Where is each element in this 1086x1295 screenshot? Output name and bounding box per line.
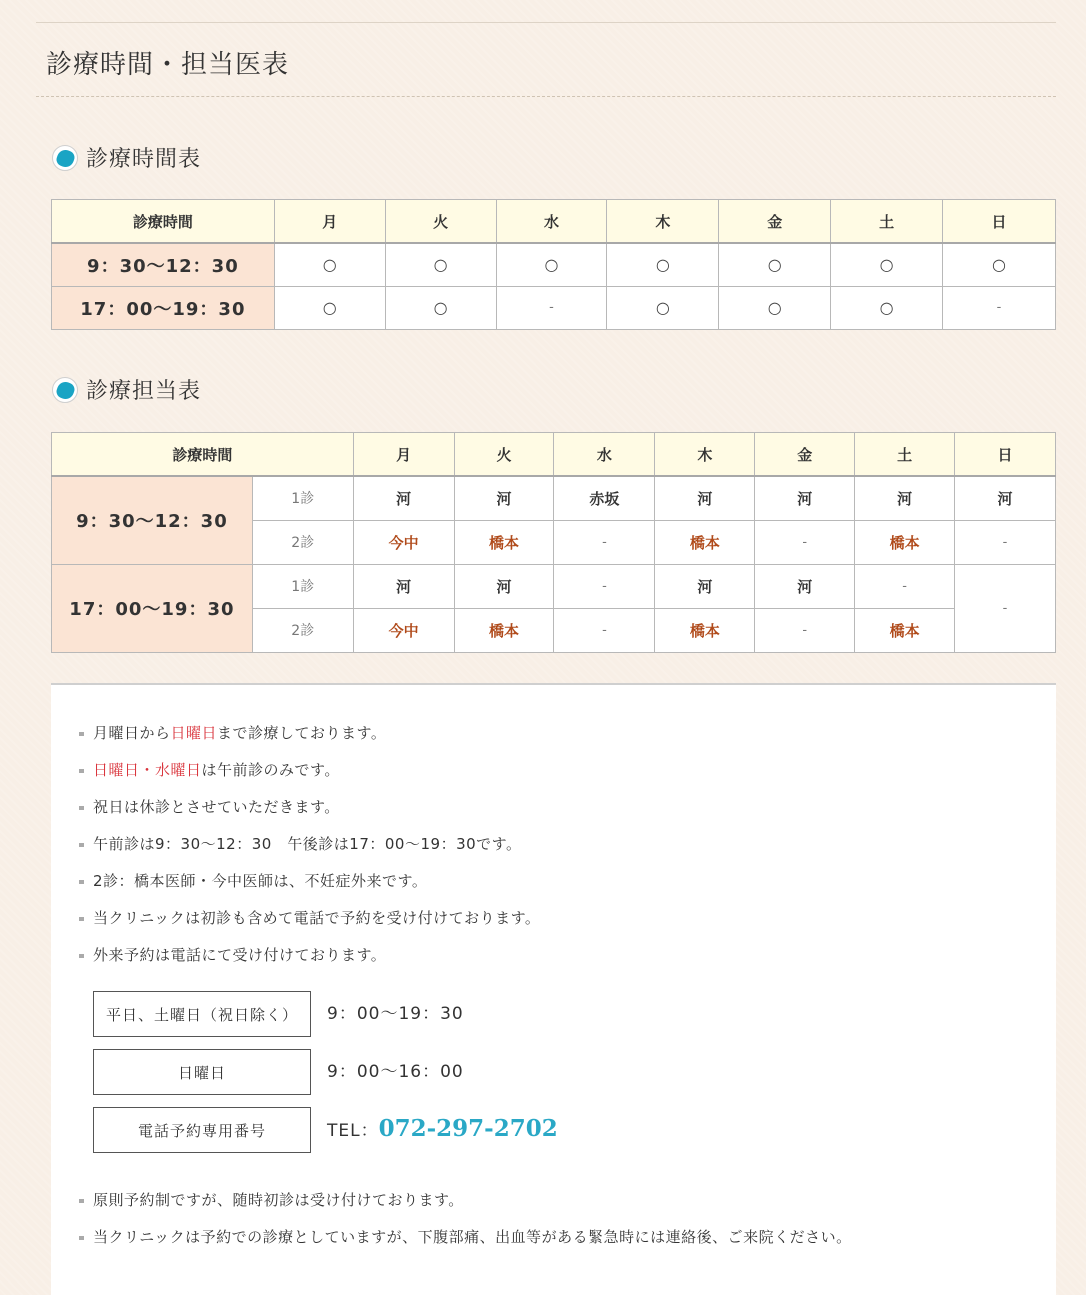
top-rule xyxy=(36,22,1056,23)
room-label: 1診 xyxy=(252,564,353,608)
doctor-cell: - xyxy=(755,608,855,652)
room-label: 2診 xyxy=(252,608,353,652)
day-header: 火 xyxy=(385,200,496,244)
section-doctors-title: 診療担当表 xyxy=(86,379,202,404)
table-row xyxy=(52,476,1056,520)
doctor-cell: 橋本 xyxy=(855,608,955,652)
notes-list-bottom xyxy=(79,1190,852,1264)
doctor-cell: 橋本 xyxy=(454,520,554,564)
availability-cell: ○ xyxy=(831,243,943,286)
availability-cell: ○ xyxy=(719,243,831,286)
section-hours-title: 診療時間表 xyxy=(86,147,202,172)
doctor-cell: 河 xyxy=(454,476,554,520)
availability-cell: - xyxy=(496,286,607,329)
hours-weekday-label: 平日、土曜日（祝日除く） xyxy=(93,991,311,1037)
doctor-cell: 河 xyxy=(855,476,955,520)
doctor-cell-sunday: - xyxy=(955,564,1056,652)
time-slot: 17：00〜19：30 xyxy=(52,564,253,652)
doctor-cell: - xyxy=(755,520,855,564)
doctor-cell: 橋本 xyxy=(454,608,554,652)
availability-cell: ○ xyxy=(274,286,385,329)
list-item: 日曜日・水曜日は午前診のみです。 xyxy=(79,760,540,797)
hours-tel-label: 電話予約専用番号 xyxy=(93,1107,311,1153)
doctor-cell: 河 xyxy=(955,476,1056,520)
list-item: 祝日は休診とさせていただきます。 xyxy=(79,797,540,834)
hours-sunday-row xyxy=(93,1049,464,1095)
availability-cell: ○ xyxy=(943,243,1056,286)
room-label: 2診 xyxy=(252,520,353,564)
list-item: 原則予約制ですが、随時初診は受け付けております。 xyxy=(79,1190,852,1227)
availability-cell: ○ xyxy=(274,243,385,286)
day-header: 月 xyxy=(274,200,385,244)
day-header: 水 xyxy=(554,433,655,477)
day-header: 木 xyxy=(607,200,719,244)
tel-prefix: TEL： xyxy=(327,1121,379,1141)
doctor-cell: 河 xyxy=(755,476,855,520)
notes-panel xyxy=(51,683,1056,1295)
day-header: 土 xyxy=(855,433,955,477)
list-item: 外来予約は電話にて受け付けております。 xyxy=(79,945,540,982)
list-item: 午前診は9：30〜12：30 午後診は17：00〜19：30です。 xyxy=(79,834,540,871)
doctor-cell: 河 xyxy=(454,564,554,608)
time-slot: 17：00〜19：30 xyxy=(52,286,275,329)
hours-table xyxy=(51,199,1056,330)
list-item: 2診：橋本医師・今中医師は、不妊症外来です。 xyxy=(79,871,540,908)
list-item: 当クリニックは初診も含めて電話で予約を受け付けております。 xyxy=(79,908,540,945)
doctor-cell: - xyxy=(554,564,655,608)
title-divider xyxy=(36,96,1056,97)
hours-sunday-value: 9：00〜16：00 xyxy=(327,1062,464,1082)
doctors-header-time: 診療時間 xyxy=(52,433,354,477)
availability-cell: ○ xyxy=(831,286,943,329)
day-header: 金 xyxy=(755,433,855,477)
hours-weekday-row xyxy=(93,991,464,1037)
day-header: 日 xyxy=(943,200,1056,244)
time-slot: 9：30〜12：30 xyxy=(52,243,275,286)
table-row xyxy=(52,243,1056,286)
hours-sunday-label: 日曜日 xyxy=(93,1049,311,1095)
availability-cell: ○ xyxy=(385,243,496,286)
hours-weekday-value: 9：00〜19：30 xyxy=(327,1004,464,1024)
doctor-cell: 河 xyxy=(655,564,755,608)
availability-cell: ○ xyxy=(607,243,719,286)
doctor-cell: 今中 xyxy=(353,520,454,564)
list-item: 月曜日から日曜日まで診療しております。 xyxy=(79,723,540,760)
availability-cell: ○ xyxy=(385,286,496,329)
doctor-cell: 橋本 xyxy=(655,520,755,564)
day-header: 金 xyxy=(719,200,831,244)
table-row xyxy=(52,564,1056,608)
notes-list xyxy=(79,723,540,982)
doctor-cell: 今中 xyxy=(353,608,454,652)
hours-tel-row xyxy=(93,1107,558,1153)
doctor-cell: 河 xyxy=(755,564,855,608)
doctor-cell: 橋本 xyxy=(655,608,755,652)
doctors-table xyxy=(51,432,1056,653)
day-header: 水 xyxy=(496,200,607,244)
day-header: 木 xyxy=(655,433,755,477)
page-title: 診療時間・担当医表 xyxy=(46,50,290,80)
doctor-cell: - xyxy=(955,520,1056,564)
table-row xyxy=(52,286,1056,329)
doctor-cell: 河 xyxy=(353,564,454,608)
bullet-icon xyxy=(52,145,78,171)
list-item: 当クリニックは予約での診療としていますが、下腹部痛、出血等がある緊急時には連絡後、ご来院ください。 xyxy=(79,1227,852,1264)
bullet-icon xyxy=(52,377,78,403)
day-header: 日 xyxy=(955,433,1056,477)
doctor-cell: - xyxy=(554,520,655,564)
time-slot: 9：30〜12：30 xyxy=(52,476,253,564)
tel-number-link[interactable]: 072-297-2702 xyxy=(378,1115,558,1142)
availability-cell: - xyxy=(943,286,1056,329)
doctor-cell: 河 xyxy=(655,476,755,520)
section-hours-heading xyxy=(52,142,201,173)
tel-value xyxy=(327,1107,558,1142)
availability-cell: ○ xyxy=(496,243,607,286)
doctor-cell: - xyxy=(855,564,955,608)
doctor-cell: 橋本 xyxy=(855,520,955,564)
availability-cell: ○ xyxy=(607,286,719,329)
day-header: 土 xyxy=(831,200,943,244)
day-header: 月 xyxy=(353,433,454,477)
doctor-cell: - xyxy=(554,608,655,652)
room-label: 1診 xyxy=(252,476,353,520)
doctor-cell: 赤坂 xyxy=(554,476,655,520)
doctor-cell: 河 xyxy=(353,476,454,520)
day-header: 火 xyxy=(454,433,554,477)
availability-cell: ○ xyxy=(719,286,831,329)
hours-header-time: 診療時間 xyxy=(52,200,275,244)
section-doctors-heading xyxy=(52,374,201,405)
